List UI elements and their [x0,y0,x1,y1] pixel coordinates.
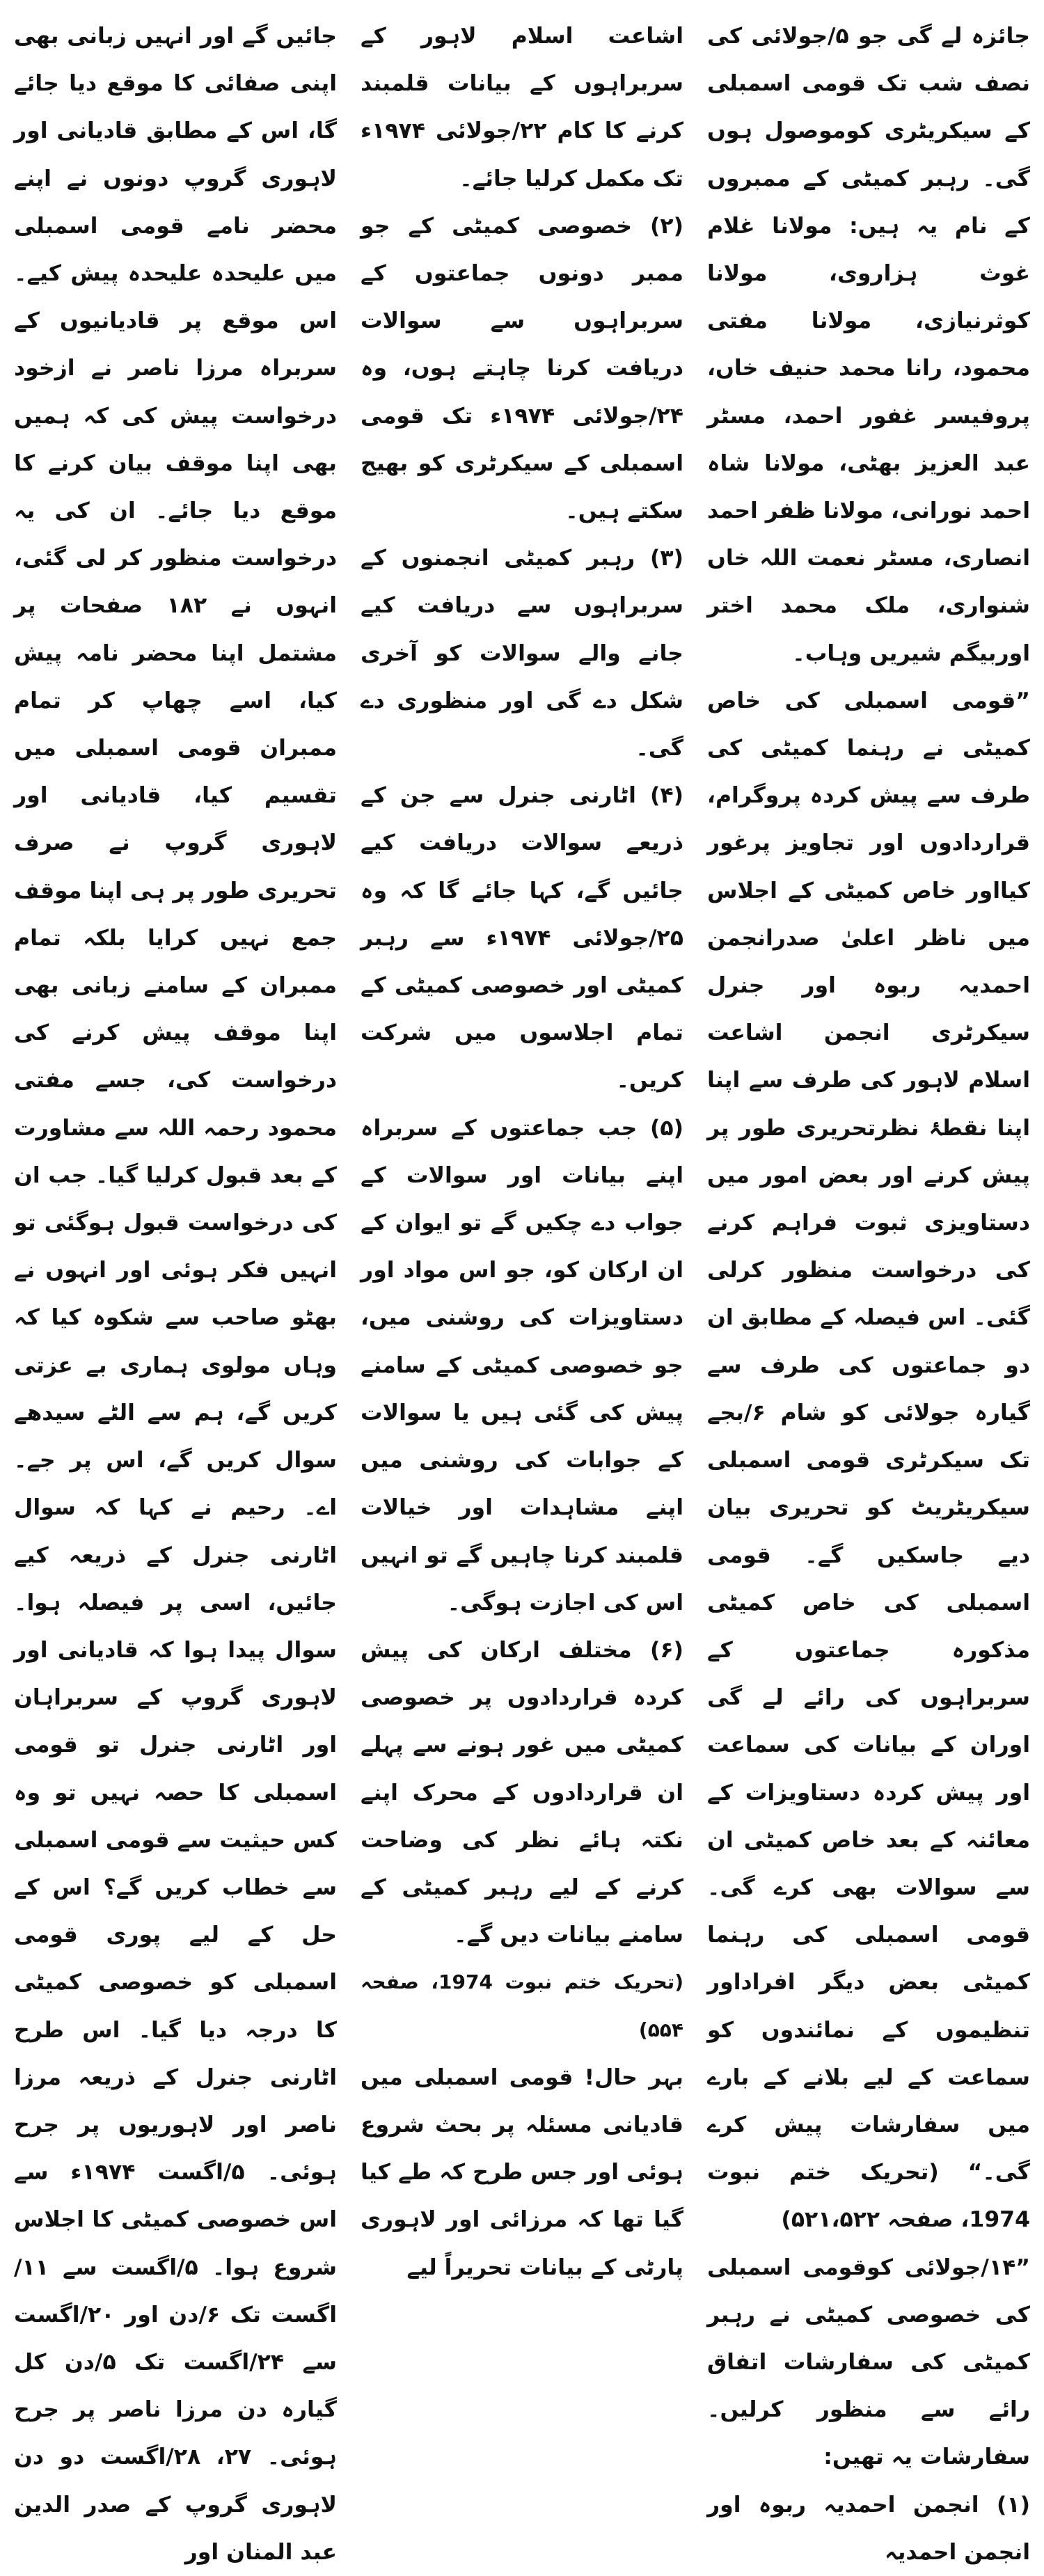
paragraph: (۶) مختلف ارکان کی پیش کردہ قراردادوں پر خصوصی کمیٹی میں غور ہونے سے پہلے ان قراردادوں کے محرک اپنے نکتہ ہائے نظر کی وضاحت کرنے کے لیے رہبر کمیٹی کے سامنے بیانات دیں گے۔ [361,1637,683,1948]
paragraph: بہر حال! قومی اسمبلی میں قادیانی مسئلہ پر بحث شروع ہوئی اور جس طرح کہ طے کیا گیا تھا کہ مرزائی اور لاہوری پارٹی کے بیانات تحریراً لیے [361,2064,683,2280]
paragraph: ”۱۴/جولائی کوقومی اسمبلی کی خصوصی کمیٹی نے رہبر کمیٹی کی سفارشات اتفاق رائے سے منظور کرلیں۔ سفارشات یہ تھیں: [707,2254,1030,2470]
column-right [707,13,1031,2565]
paragraph: (۱) انجمن احمدیہ ربوہ اور انجمن احمدیہ [707,2492,1030,2565]
paragraph: (۴) اٹارنی جنرل سے جن کے ذریعے سوالات دریافت کیے جائیں گے، کہا جائے گا کہ وہ ۲۵/جولائی ۱۹۷۴ء سے رہبر کمیٹی اور خصوصی کمیٹی کے تمام اجلاسوں میں شرکت کریں۔ [361,783,683,1093]
paragraph: (۲) خصوصی کمیٹی کے جو ممبر دونوں جماعتوں کے سربراہوں سے سوالات دریافت کرنا چاہتے ہوں، وہ ۲۴/جولائی ۱۹۷۴ء تک قومی اسمبلی کے سیکرٹری کو بھیج سکتے ہیں۔ [361,213,683,524]
paragraph: اشاعت اسلام لاہور کے سربراہوں کے بیانات قلمبند کرنے کا کام ۲۲/جولائی ۱۹۷۴ء تک مکمل کرلیا جائے۔ [361,24,684,191]
column-middle [361,13,684,2280]
citation: (تحریک ختم نبوت 1974، صفحہ ۵۵۴) [361,1970,683,2041]
paragraph: (۵) جب جماعتوں کے سربراہ اپنے بیانات اور سوالات کے جواب دے چکیں گے تو ایوان کے ان ارکان کو، جو اس مواد اور دستاویزات کی روشنی میں، جو خصوصی کمیٹی کے سامنے پیش کی گئی ہیں یا سوالات کے جوابات کی روشنی میں اپنے مشاہدات اور خیالات قلمبند کرنا چاہیں گے تو انہیں اس کی اجازت ہوگی۔ [361,1115,683,1615]
column-left [14,13,338,2565]
paragraph: (۳) رہبر کمیٹی انجمنوں کے سربراہوں سے دریافت کیے جانے والے سوالات کو آخری شکل دے گی اور منظوری دے گی۔ [361,546,683,761]
paragraph: ”قومی اسمبلی کی خاص کمیٹی نے رہنما کمیٹی کی طرف سے پیش کردہ پروگرام، قراردادوں اور تجاویز پرغور کیااور خاص کمیٹی کے اجلاس میں ناظر اعلیٰ صدرانجمن احمدیہ ربوہ اور جنرل سیکرٹری انجمن اشاعت اسلام لاہور کی طرف سے اپنا اپنا نقطۂ نظرتحریری طور پر پیش کرنے اور بعض امور میں دستاویزی ثبوت فراہم کرنے کی درخواست منظور کرلی گئی۔ اس فیصلہ کے مطابق ان دو جماعتوں کی طرف سے گیارہ جولائی کو شام ۶/بجے تک سیکرٹری قومی اسمبلی سیکریٹریٹ کو تحریری بیان دیے جاسکیں گے۔ قومی اسمبلی کی خاص کمیٹی مذکورہ جماعتوں کے سربراہوں کی رائے لے گی اوران کے بیانات کی سماعت اور پیش کردہ دستاویزات کے معائنہ کے بعد خاص کمیٹی ان سے سوالات بھی کرے گی۔ قومی اسمبلی کی رہنما کمیٹی بعض دیگر افراداور تنظیموں کے نمائندوں کو سماعت کے لیے بلانے کے بارے میں سفارشات پیش کرے گی۔“ (تحریک ختم نبوت 1974، صفحہ ۵۲۱،۵۲۲) [707,688,1030,2233]
paragraph: جائیں گے اور انہیں زبانی بھی اپنی صفائی کا موقع دیا جائے گا، اس کے مطابق قادیانی اور لاہوری گروپ دونوں نے اپنے محضر نامے قومی اسمبلی میں علیحدہ علیحدہ پیش کیے۔ اس موقع پر قادیانیوں کے سربراہ مرزا ناصر نے ازخود درخواست پیش کی کہ ہمیں بھی اپنا موقف بیان کرنے کا موقع دیا جائے۔ ان کی یہ درخواست منظور کر لی گئی، انہوں نے ۱۸۲ صفحات پر مشتمل اپنا محضر نامہ پیش کیا، اسے چھاپ کر تمام ممبران قومی اسمبلی میں تقسیم کیا، قادیانی اور لاہوری گروپ نے صرف تحریری طور پر ہی اپنا موقف جمع نہیں کرایا بلکہ تمام ممبران کے سامنے زبانی بھی اپنا موقف پیش کرنے کی درخواست کی، جسے مفتی محمود رحمہ اللہ سے مشاورت کے بعد قبول کرلیا گیا۔ جب ان کی درخواست قبول ہوگئی تو انہیں فکر ہوئی اور انہوں نے بھٹو صاحب سے شکوہ کیا کہ وہاں مولوی ہماری بے عزتی کریں گے، ہم سے الٹے سیدھے سوال کریں گے، اس پر جے۔ اے۔ رحیم نے کہا کہ سوال اٹارنی جنرل کے ذریعہ کیے جائیں، اسی پر فیصلہ ہوا۔ سوال پیدا ہوا کہ قادیانی اور لاہوری گروپ کے سربراہان اور اٹارنی جنرل تو قومی اسمبلی کا حصہ نہیں تو وہ کس حیثیت سے قومی اسمبلی سے خطاب کریں گے؟ اس کے حل کے لیے پوری قومی اسمبلی کو خصوصی کمیٹی کا درجہ دیا گیا۔ اس طرح اٹارنی جنرل کے ذریعہ مرزا ناصر اور لاہوریوں پر جرح ہوئی۔ ۵/اگست ۱۹۷۴ء سے اس خصوصی کمیٹی کا اجلاس شروع ہوا۔ ۵/اگست سے ۱۱/اگست تک ۶/دن اور ۲۰/اگست سے ۲۴/اگست تک ۵/دن کل گیارہ دن مرزا ناصر پر جرح ہوئی۔ ۲۷، ۲۸/اگست دو دن لاہوری گروپ کے صدر الدین عبد المنان اور [14,24,338,2565]
paragraph: جائزہ لے گی جو ۵/جولائی کی نصف شب تک قومی اسمبلی کے سیکریٹری کوموصول ہوں گی۔ رہبر کمیٹی کے ممبروں کے نام یہ ہیں: مولانا غلام غوث ہزاروی، مولانا کوثرنیازی، مولانا مفتی محمود، رانا محمد حنیف خاں، پروفیسر غفور احمد، مسٹر عبد العزیز بھٹی، مولانا شاہ احمد نورانی، مولانا ظفر احمد انصاری، مسٹر نعمت اللہ خاں شنواری، ملک محمد اختر اوربیگم شیریں وہاب۔ [707,24,1031,666]
